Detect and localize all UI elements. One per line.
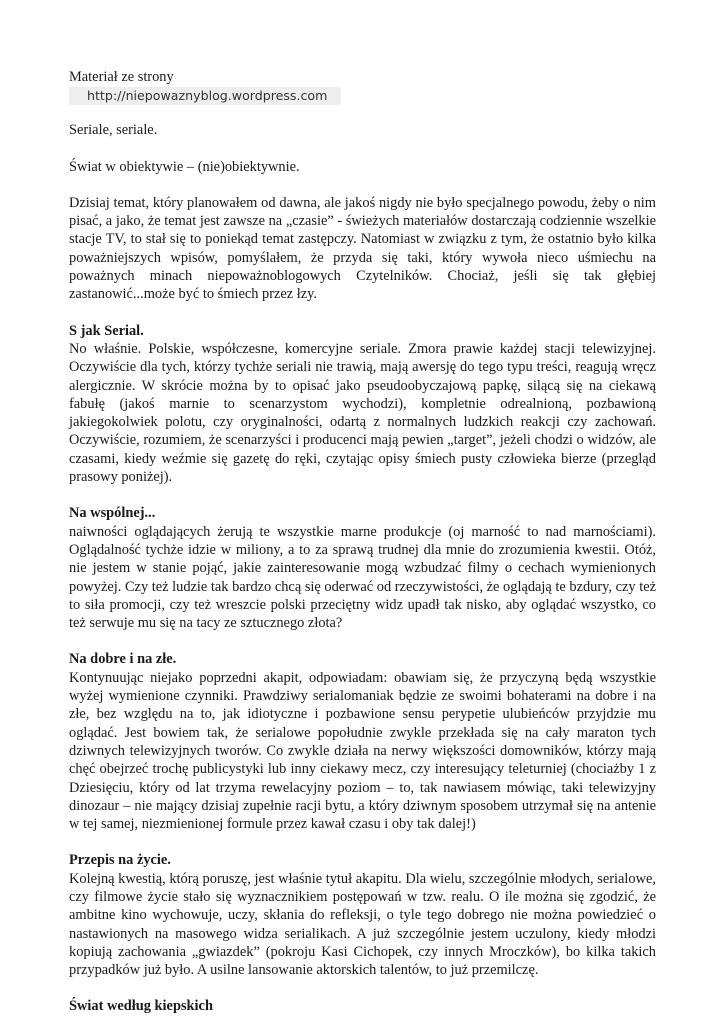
- source-label: Materiał ze strony: [69, 69, 174, 85]
- section-heading-swiat-wedlug-kiepskich: Świat według kiepskich: [69, 998, 213, 1015]
- section-heading: Na dobre i na złe.: [69, 651, 177, 668]
- section-body: Kontynuując niejako poprzedni akapit, odpowiadam: obawiam się, że przyczyną będą wszystkie wyżej wymienione czynniki. Prawdziwy serialomaniak będzie ze swoimi bohaterami na dobre i na złe, bez względu na to, jak idiotyczne i pozbawione sensu perypetie ulubieńców przyjdzie mu oglądać. Jest bowiem tak, że serialowe popołudnie zwykle przekłada się na cały maraton tych dziwnych telewizyjnych tworów. Co zwykle działa na nerwy większości domowników, którzy mają chęć obejrzeć trochę publicystyki lub inny ciekawy mecz, czy interesujący teleturniej (chociażby 1 z Dziesięciu, który od lat trzyma rewelacyjny poziom – to, tak nawiasem mówiąc, taki telewizyjny dinozaur – nie mający dzisiaj zupełnie racji bytu, a który dziwnym sposobem utrzymał się na antenie w tej samej, niezmienionej formule przez kawał czasu i oby tak dalej!): [69, 669, 656, 833]
- source-url-link[interactable]: http://niepowaznyblog.wordpress.com: [69, 87, 341, 105]
- section-przepis-na-zycie: [69, 851, 656, 979]
- section-heading: Przepis na życie.: [69, 852, 171, 869]
- section-heading: Na wspólnej...: [69, 505, 156, 522]
- intro-paragraph: Dzisiaj temat, który planowałem od dawna, ale jakoś nigdy nie było specjalnego powodu, żeby o nim pisać, a jako, że temat jest zawsze na „czasie” - świeżych materiałów dostarczają codziennie wszelkie stacje TV, to stał się to poniekąd temat zastępczy. Natomiast w związku z tym, że ostatnio było kilka poważniejszych wpisów, pomyślałem, że przyda się taki, który wywoła nieco uśmiechu na poważnych minach niepoważnoblogowych Czytelników. Chociaż, jeśli się tak głębiej zastanowić...może być to śmiech przez łzy.: [69, 194, 656, 303]
- section-s-jak-serial: [69, 322, 656, 487]
- section-heading: S jak Serial.: [69, 322, 144, 339]
- document-title: Seriale, seriale.: [69, 122, 158, 139]
- section-na-wspolnej: [69, 504, 656, 632]
- section-body: naiwności oglądających żerują te wszystkie marne produkcje (oj marność to nad marnościami). Oglądalność tychże idzie w miliony, a to za sprawą trudnej dla mnie do zrozumienia kwestii. Otóż, nie jestem w stanie pojąć, jakie zainteresowanie mogą wzbudzać filmy o cechach wymienionych powyżej. Czy też ludzie tak bardzo chcą się oderwać od rzeczywistości, że oglądają te bzdury, czy też to siła promocji, czy też wreszcie polski przeciętny widz upadł tak nisko, aby oglądać wszystko, co też serwuje mu się na tacy ze sztucznego złota?: [69, 523, 656, 632]
- section-body: Kolejną kwestią, którą poruszę, jest właśnie tytuł akapitu. Dla wielu, szczególnie młodych, serialowe, czy filmowe życie stało się wyznacznikiem postępowań w tzw. realu. O ile można się zgodzić, że ambitne kino wychowuje, uczy, skłania do refleksji, o tyle tego dobrego nie można powiedzieć o nastawionych na masowego widza serialikach. A już szczególnie jestem uczulony, kiedy młodzi kopiują zachowania „gwiazdek” (pokroju Kasi Cichopek, czy innych Mroczków), bo kilka takich przypadków już było. A usilne lansowanie aktorskich talentów, to już przemilczę.: [69, 870, 656, 979]
- document-subtitle: Świat w obiektywie – (nie)obiektywnie.: [69, 158, 300, 175]
- document-page: [69, 68, 656, 1016]
- section-body: No właśnie. Polskie, współczesne, komercyjne seriale. Zmora prawie każdej stacji telewizyjnej. Oczywiście dla tych, którzy tychże seriali nie trawią, mają awersję do tego typu treści, reagują wręcz alergicznie. W skrócie można by to opisać jako pseudoobyczajową papkę, silącą się na ciekawą fabułę (jakoś marnie to scenarzystom wychodzi), kompletnie odrealnioną, pozbawioną jakiegokolwiek polotu, czy oryginalności, odartą z normalnych ludzkich reakcji czy zachowań. Oczywiście, rozumiem, że scenarzyści i producenci mają pewien „target”, jeżeli chodzi o widzów, ale czasami, kiedy weźmie się gazetę do ręki, czytając opisy śmiech pusty człowieka bierze (przegląd prasowy poniżej).: [69, 340, 656, 486]
- section-na-dobre-i-na-zle: [69, 650, 656, 833]
